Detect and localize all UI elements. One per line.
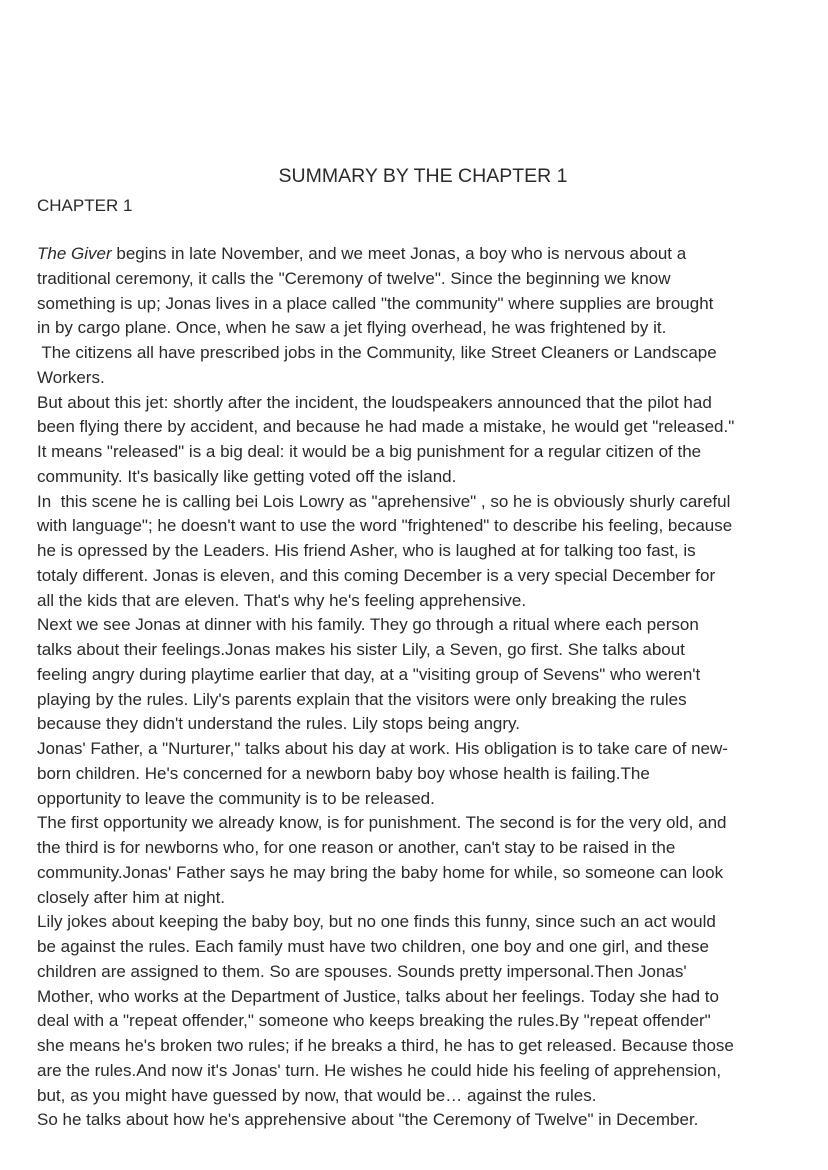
text-line: traditional ceremony, it calls the "Ceremony of twelve". Since the beginning we know	[37, 268, 671, 288]
text-line: but, as you might have guessed by now, that would be… against the rules.	[37, 1085, 597, 1105]
text-line: children are assigned to them. So are spouses. Sounds pretty impersonal.Then Jonas'	[37, 961, 687, 981]
text-line: opportunity to leave the community is to be released.	[37, 788, 435, 808]
chapter-summary-body	[37, 242, 797, 1133]
page-title: SUMMARY BY THE CHAPTER 1	[278, 165, 568, 187]
text-line: closely after him at night.	[37, 887, 226, 907]
text-line: community.Jonas' Father says he may bring the baby home for while, so someone can look	[37, 862, 724, 882]
text-line: The citizens all have prescribed jobs in the Community, like Street Cleaners or Landscape	[37, 343, 717, 362]
text-line: Mother, who works at the Department of Justice, talks about her feelings. Today she had to	[37, 986, 719, 1006]
text-line: But about this jet: shortly after the incident, the loudspeakers announced that the pilot had	[37, 392, 712, 412]
text-line: she means he's broken two rules; if he breaks a third, he has to get released. Because those	[37, 1036, 734, 1055]
text-line: totaly different. Jonas is eleven, and this coming December is a very special December for	[37, 565, 716, 585]
text-line: born children. He's concerned for a newborn baby boy whose health is failing.The	[37, 763, 650, 783]
text-line: with language"; he doesn't want to use the word "frightened" to describe his feeling, because	[37, 516, 733, 536]
text-line: in by cargo plane. Once, when he saw a jet flying overhead, he was frightened by it.	[37, 318, 667, 338]
text-line: been flying there by accident, and because he had made a mistake, he would get "released."	[37, 417, 735, 437]
text-line: be against the rules. Each family must have two children, one boy and one girl, and these	[37, 937, 709, 956]
text-line: Next we see Jonas at dinner with his family. They go through a ritual where each person	[37, 615, 699, 635]
text-line: feeling angry during playtime earlier that day, at a "visiting group of Sevens" who weren't	[37, 664, 701, 684]
text-line: talks about their feelings.Jonas makes his sister Lily, a Seven, go first. She talks about	[37, 640, 685, 659]
text-line: So he talks about how he's apprehensive about "the Ceremony of Twelve" in December.	[37, 1110, 699, 1130]
text-line: In this scene he is calling bei Lois Lowry as "aprehensive" , so he is obviously shurly careful	[37, 491, 731, 511]
text-line: deal with a "repeat offender," someone who keeps breaking the rules.By "repeat offender"	[37, 1011, 711, 1031]
text-line: playing by the rules. Lily's parents explain that the visitors were only breaking the rules	[37, 689, 687, 709]
text-line: something is up; Jonas lives in a place called "the community" where supplies are brought	[37, 293, 714, 313]
text-line: The first opportunity we already know, is for punishment. The second is for the very old, and	[37, 813, 727, 833]
text-line: community. It's basically like getting voted off the island.	[37, 466, 457, 486]
text-line: Jonas' Father, a "Nurturer," talks about his day at work. His obligation is to take care of new-	[37, 739, 728, 758]
text-line: Workers.	[37, 367, 105, 387]
book-title: The Giver	[37, 244, 112, 263]
text-line: The Giver begins in late November, and we meet Jonas, a boy who is nervous about a	[37, 244, 687, 263]
text-line: all the kids that are eleven. That's why he's feeling apprehensive.	[37, 590, 527, 610]
text-line: are the rules.And now it's Jonas' turn. He wishes he could hide his feeling of apprehension,	[37, 1060, 722, 1080]
text-line: because they didn't understand the rules. Lily stops being angry.	[37, 714, 521, 734]
text-line: Lily jokes about keeping the baby boy, but no one finds this funny, since such an act would	[37, 912, 716, 932]
text-line: he is opressed by the Leaders. His friend Asher, who is laughed at for talking too fast, is	[37, 541, 696, 560]
chapter-heading: CHAPTER 1	[37, 196, 133, 215]
text-line: the third is for newborns who, for one reason or another, can't stay to be raised in the	[37, 838, 676, 857]
text-line: It means "released" is a big deal: it would be a big punishment for a regular citizen of the	[37, 442, 702, 461]
